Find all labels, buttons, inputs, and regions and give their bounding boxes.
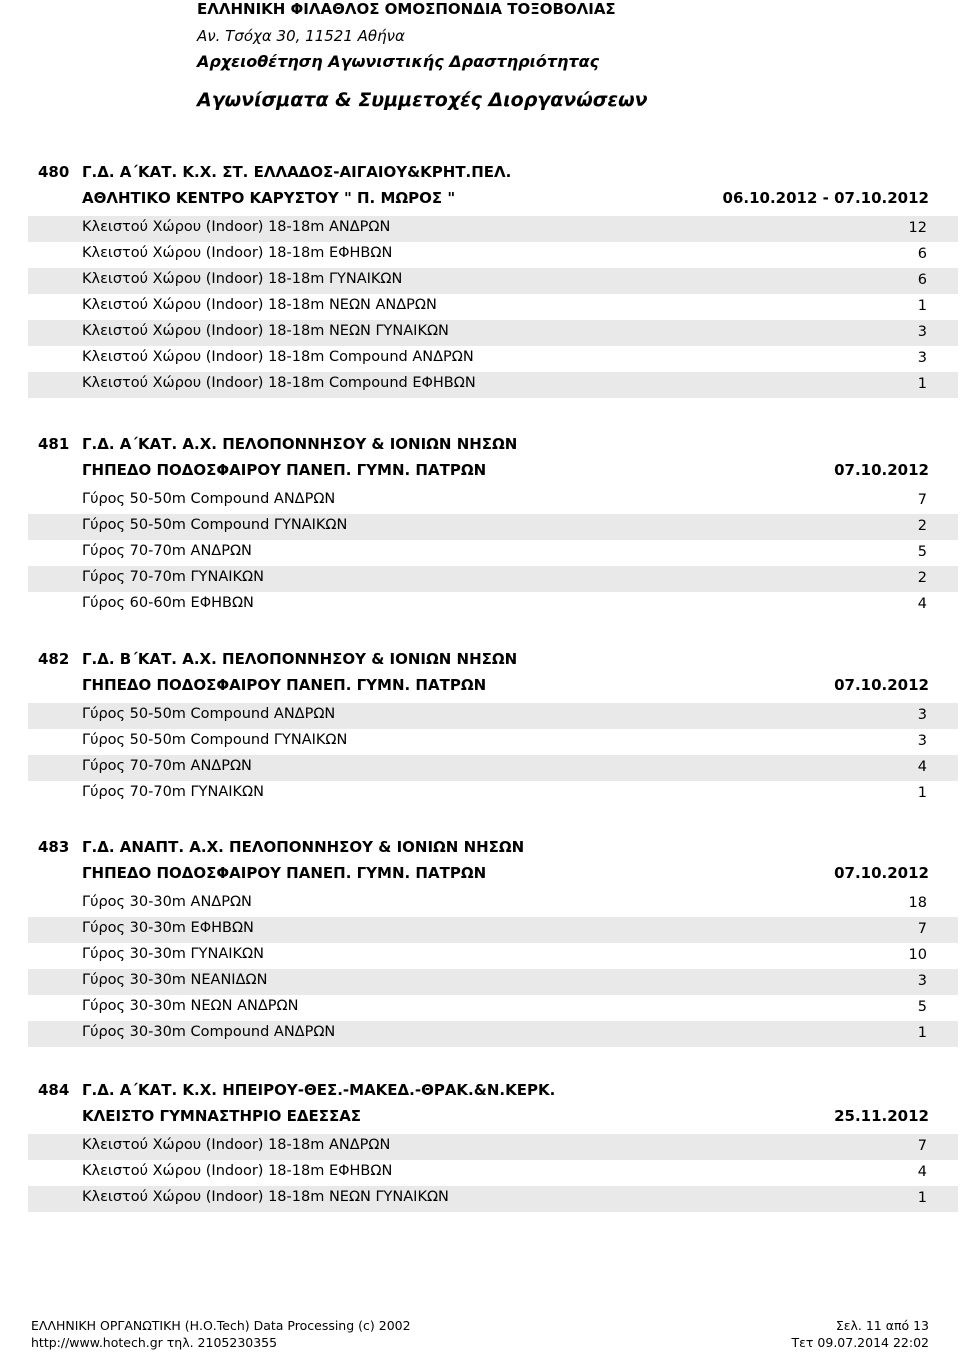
footer-contact: http://www.hotech.gr τηλ. 2105230355 [31,1335,278,1350]
event-title: Γ.Δ. Α΄ΚΑΤ. Κ.Χ. ΗΠΕΙΡΟΥ-ΘΕΣ.-ΜΑΚΕΔ.-ΘΡΑΚ.&Ν.ΚΕΡΚ. [82,1081,556,1099]
row-label: Γύρος 30-30m ΝΕΑΝΙΔΩΝ [82,972,268,988]
row-count: 5 [917,999,927,1015]
table-row [28,995,958,1021]
table-row [28,242,958,268]
row-label: Γύρος 70-70m ΓΥΝΑΙΚΩΝ [82,784,264,800]
event-rows [28,1134,958,1212]
event-title: Γ.Δ. ΑΝΑΠΤ. Α.Χ. ΠΕΛΟΠΟΝΝΗΣΟΥ & ΙΟΝΙΩΝ ΝΗΣΩΝ [82,838,525,856]
row-label: Γύρος 70-70m ΑΝΔΡΩΝ [82,543,252,559]
event-rows [28,216,958,398]
event-venue: ΓΗΠΕΔΟ ΠΟΔΟΣΦΑΙΡΟΥ ΠΑΝΕΠ. ΓΥΜΝ. ΠΑΤΡΩΝ [82,461,487,479]
row-count: 3 [917,324,927,340]
row-count: 7 [917,492,927,508]
footer-print-date: Τετ 09.07.2014 22:02 [791,1335,929,1350]
footer-page-number: Σελ. 11 από 13 [835,1318,929,1333]
event-venue: ΓΗΠΕΔΟ ΠΟΔΟΣΦΑΙΡΟΥ ΠΑΝΕΠ. ΓΥΜΝ. ΠΑΤΡΩΝ [82,676,487,694]
row-count: 4 [917,759,927,775]
event-venue: ΚΛΕΙΣΤΟ ΓΥΜΝΑΣΤΗΡΙΟ ΕΔΕΣΣΑΣ [82,1107,362,1125]
row-label: Γύρος 50-50m Compound ΓΥΝΑΙΚΩΝ [82,732,348,748]
table-row [28,294,958,320]
row-count: 6 [917,246,927,262]
row-count: 1 [917,1190,927,1206]
event-venue: ΑΘΛΗΤΙΚΟ ΚΕΝΤΡΟ ΚΑΡΥΣΤΟΥ " Π. ΜΩΡΟΣ " [82,189,456,207]
section-title: Αγωνίσματα & Συμμετοχές Διοργανώσεων [197,89,648,111]
table-row [28,969,958,995]
table-row [28,917,958,943]
table-row [28,1160,958,1186]
row-label: Γύρος 30-30m Compound ΑΝΔΡΩΝ [82,1024,336,1040]
table-row [28,540,958,566]
table-row [28,891,958,917]
row-count: 7 [917,1138,927,1154]
row-count: 3 [917,973,927,989]
event-venue: ΓΗΠΕΔΟ ΠΟΔΟΣΦΑΙΡΟΥ ΠΑΝΕΠ. ΓΥΜΝ. ΠΑΤΡΩΝ [82,864,487,882]
row-count: 1 [917,376,927,392]
table-row [28,514,958,540]
row-count: 7 [917,921,927,937]
event-title: Γ.Δ. Α΄ΚΑΤ. Κ.Χ. ΣΤ. ΕΛΛΑΔΟΣ-ΑΙΓΑΙΟΥ&ΚΡΗΤ.ΠΕΛ. [82,163,512,181]
event-title: Γ.Δ. Β΄ΚΑΤ. Α.Χ. ΠΕΛΟΠΟΝΝΗΣΟΥ & ΙΟΝΙΩΝ ΝΗΣΩΝ [82,650,518,668]
row-count: 12 [908,220,927,236]
row-count: 3 [917,350,927,366]
row-label: Κλειστού Χώρου (Indoor) 18-18m ΝΕΩΝ ΑΝΔΡΩΝ [82,297,437,313]
row-count: 10 [908,947,927,963]
event-number: 484 [38,1081,70,1099]
table-row [28,755,958,781]
row-count: 5 [917,544,927,560]
table-row [28,1134,958,1160]
event-number: 481 [38,435,70,453]
row-label: Γύρος 50-50m Compound ΑΝΔΡΩΝ [82,491,336,507]
row-label: Γύρος 70-70m ΑΝΔΡΩΝ [82,758,252,774]
event-number: 480 [38,163,70,181]
row-label: Κλειστού Χώρου (Indoor) 18-18m ΝΕΩΝ ΓΥΝΑΙΚΩΝ [82,1189,449,1205]
event-number: 483 [38,838,70,856]
row-count: 1 [917,298,927,314]
federation-address: Αν. Τσόχα 30, 11521 Αθήνα [197,27,405,45]
row-label: Κλειστού Χώρου (Indoor) 18-18m ΓΥΝΑΙΚΩΝ [82,271,403,287]
table-row [28,781,958,807]
event-rows [28,488,958,618]
event-date: 07.10.2012 [834,676,929,694]
table-row [28,1186,958,1212]
footer-company: ΕΛΛΗΝΙΚΗ ΟΡΓΑΝΩΤΙΚΗ (Η.Ο.Tech) Data Processing (c) 2002 [31,1318,411,1333]
table-row [28,566,958,592]
event-title: Γ.Δ. Α΄ΚΑΤ. Α.Χ. ΠΕΛΟΠΟΝΝΗΣΟΥ & ΙΟΝΙΩΝ ΝΗΣΩΝ [82,435,518,453]
row-count: 1 [917,785,927,801]
event-482 [0,645,960,807]
row-count: 6 [917,272,927,288]
archive-title: Αρχειοθέτηση Αγωνιστικής Δραστηριότητας [197,52,600,71]
table-row [28,943,958,969]
event-480 [0,158,960,398]
table-row [28,729,958,755]
row-count: 4 [917,1164,927,1180]
event-rows [28,891,958,1047]
row-count: 2 [917,570,927,586]
event-481 [0,430,960,618]
row-label: Κλειστού Χώρου (Indoor) 18-18m ΑΝΔΡΩΝ [82,1137,391,1153]
row-label: Γύρος 50-50m Compound ΑΝΔΡΩΝ [82,706,336,722]
row-count: 4 [917,596,927,612]
table-row [28,346,958,372]
table-row [28,372,958,398]
event-number: 482 [38,650,70,668]
event-483 [0,833,960,1047]
row-label: Γύρος 50-50m Compound ΓΥΝΑΙΚΩΝ [82,517,348,533]
table-row [28,488,958,514]
row-count: 3 [917,707,927,723]
event-484 [0,1076,960,1212]
event-date: 07.10.2012 [834,461,929,479]
row-label: Κλειστού Χώρου (Indoor) 18-18m ΑΝΔΡΩΝ [82,219,391,235]
table-row [28,703,958,729]
federation-name: ΕΛΛΗΝΙΚΗ ΦΙΛΑΘΛΟΣ ΟΜΟΣΠΟΝΔΙΑ ΤΟΞΟΒΟΛΙΑΣ [197,0,616,18]
row-label: Κλειστού Χώρου (Indoor) 18-18m ΕΦΗΒΩΝ [82,245,393,261]
event-date: 25.11.2012 [834,1107,929,1125]
event-date: 07.10.2012 [834,864,929,882]
row-label: Κλειστού Χώρου (Indoor) 18-18m ΝΕΩΝ ΓΥΝΑΙΚΩΝ [82,323,449,339]
table-row [28,592,958,618]
table-row [28,268,958,294]
event-date: 06.10.2012 - 07.10.2012 [722,189,929,207]
row-label: Κλειστού Χώρου (Indoor) 18-18m ΕΦΗΒΩΝ [82,1163,393,1179]
row-label: Γύρος 30-30m ΕΦΗΒΩΝ [82,920,254,936]
table-row [28,1021,958,1047]
row-label: Γύρος 30-30m ΓΥΝΑΙΚΩΝ [82,946,264,962]
row-count: 3 [917,733,927,749]
row-label: Γύρος 30-30m ΑΝΔΡΩΝ [82,894,252,910]
event-rows [28,703,958,807]
table-row [28,320,958,346]
row-count: 2 [917,518,927,534]
row-label: Γύρος 70-70m ΓΥΝΑΙΚΩΝ [82,569,264,585]
table-row [28,216,958,242]
row-label: Κλειστού Χώρου (Indoor) 18-18m Compound ΑΝΔΡΩΝ [82,349,474,365]
row-label: Γύρος 60-60m ΕΦΗΒΩΝ [82,595,254,611]
row-label: Γύρος 30-30m ΝΕΩΝ ΑΝΔΡΩΝ [82,998,299,1014]
row-count: 18 [908,895,927,911]
row-label: Κλειστού Χώρου (Indoor) 18-18m Compound ΕΦΗΒΩΝ [82,375,476,391]
row-count: 1 [917,1025,927,1041]
